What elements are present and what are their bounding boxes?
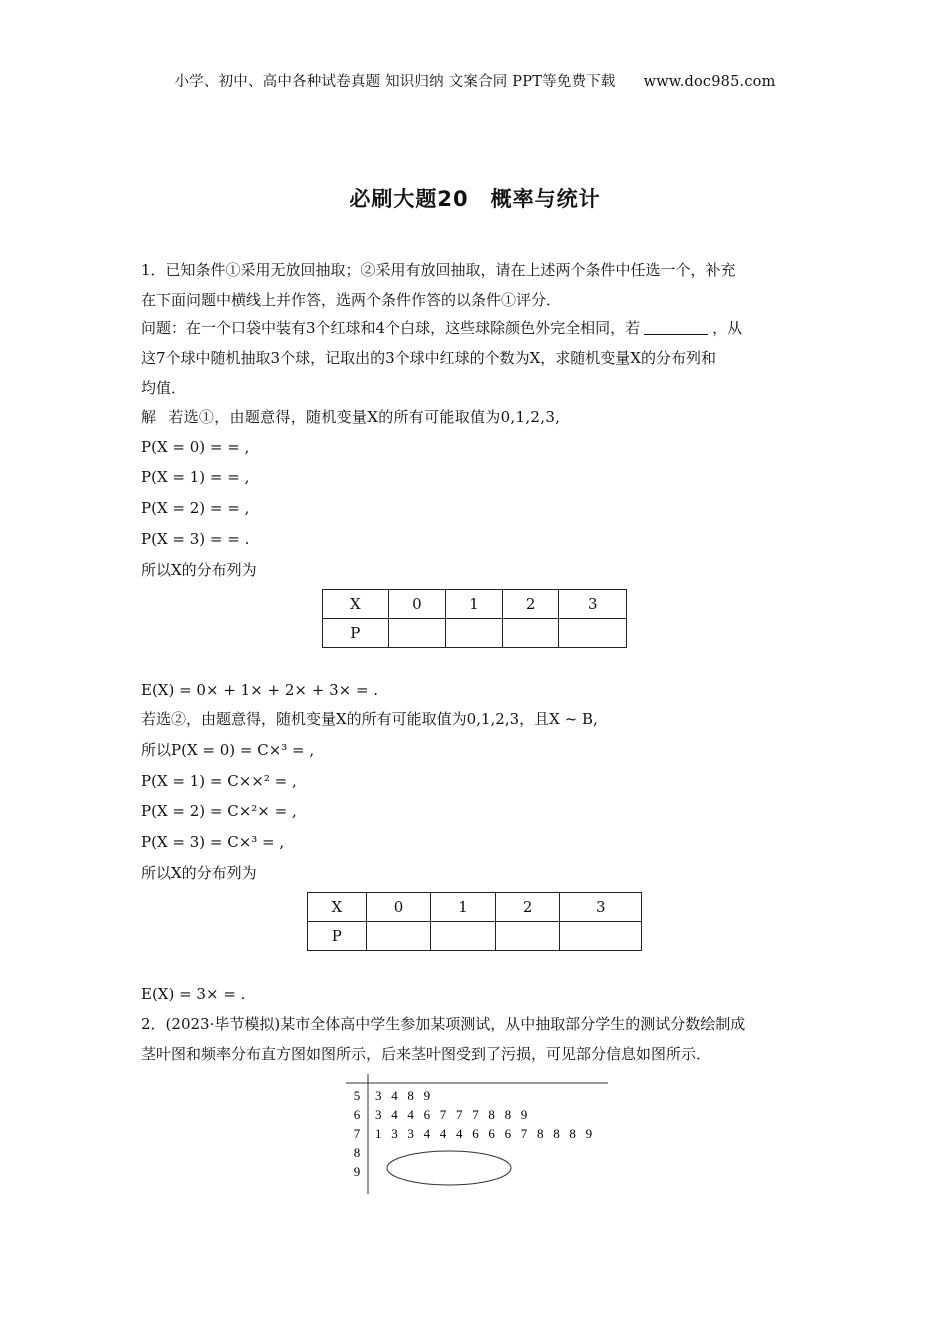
leaf-value: 6: [504, 1126, 512, 1141]
leaves-group: [375, 1088, 592, 1141]
stem-value: 5: [353, 1088, 361, 1103]
leaf-value: 6: [472, 1126, 479, 1141]
table-cell: P: [323, 619, 389, 648]
leaf-value: 4: [439, 1126, 447, 1141]
sol2-expectation: E(X) = 3× = .: [141, 985, 246, 1003]
stem-value: 6: [353, 1107, 361, 1122]
leaf-value: 9: [520, 1107, 528, 1122]
sol2-dist-intro: 所以X的分布列为: [141, 864, 257, 882]
sol1-expectation: E(X) = 0× + 1× + 2× + 3× = .: [141, 681, 379, 699]
table-cell: X: [308, 893, 367, 922]
q1-line1: 1．已知条件①采用无放回抽取；②采用有放回抽取，请在上述两个条件中任选一个，补充: [141, 261, 736, 279]
distribution-table-1: [322, 589, 627, 648]
header-tagline: 小学、初中、高中各种试卷真题 知识归纳 文案合同 PPT等免费下载: [174, 74, 616, 90]
table-cell: [559, 619, 627, 648]
sol1-intro-line: [141, 407, 560, 427]
table-cell: 2: [495, 893, 560, 922]
leaf-value: 4: [391, 1107, 398, 1122]
table-cell: 1: [431, 893, 496, 922]
answer-blank: [644, 320, 708, 335]
stem-value: 9: [353, 1164, 361, 1179]
leaf-value: 4: [423, 1126, 431, 1141]
leaf-value: 6: [488, 1126, 495, 1141]
page-title: [0, 183, 950, 213]
sol1-dist-intro: 所以X的分布列为: [141, 561, 257, 579]
table-cell: [366, 922, 431, 951]
table-row: [323, 590, 627, 619]
q1-line2: 在下面问题中横线上并作答，选两个条件作答的以条件①评分．: [141, 291, 562, 309]
header-url[interactable]: www.doc985.com: [643, 74, 776, 90]
table-cell: [446, 619, 503, 648]
sol2-p2: P(X = 2) = C×²× = ,: [141, 802, 297, 820]
table-cell: 0: [366, 893, 431, 922]
table-cell: 3: [560, 893, 642, 922]
leaf-value: 8: [504, 1107, 512, 1122]
table-cell: [431, 922, 496, 951]
smudge-oval: [387, 1151, 511, 1185]
page-header: [0, 70, 950, 91]
table-cell: 1: [446, 590, 503, 619]
q1-line5: 均值．: [141, 379, 187, 397]
title-right: 概率与统计: [490, 187, 601, 211]
sol2-p1: P(X = 1) = C××² = ,: [141, 772, 297, 790]
leaf-value: 8: [488, 1107, 495, 1122]
leaf-value: 4: [391, 1088, 398, 1103]
leaf-value: 1: [375, 1126, 382, 1141]
sol1-p3: P(X = 3) = = .: [141, 530, 250, 548]
leaf-value: 6: [423, 1107, 431, 1122]
table-cell: [495, 922, 560, 951]
stems-group: [354, 1088, 361, 1179]
sol2-p0: 所以P(X = 0) = C×³ = ,: [141, 741, 315, 759]
sol1-p2: P(X = 2) = = ,: [141, 499, 250, 517]
leaf-value: 7: [472, 1107, 479, 1122]
table-cell: 3: [559, 590, 627, 619]
sol2-p3: P(X = 3) = C×³ = ,: [141, 833, 285, 851]
stem-value: 7: [353, 1126, 361, 1141]
distribution-table-2: [307, 892, 642, 951]
table-cell: [388, 619, 446, 648]
sol1-intro: 若选①，由题意得，随机变量X的所有可能取值为0,1,2,3,: [168, 408, 561, 426]
sol2-intro: 若选②，由题意得，随机变量X的所有可能取值为0,1,2,3，且X ~ B,: [141, 710, 598, 728]
sol1-p1: P(X = 1) = = ,: [141, 468, 250, 486]
leaf-value: 8: [553, 1126, 560, 1141]
solution-label: 解: [141, 408, 157, 426]
leaf-value: 9: [423, 1088, 431, 1103]
q1-line4: 这7个球中随机抽取3个球，记取出的3个球中红球的个数为X，求随机变量X的分布列和: [141, 349, 716, 367]
table-row: [308, 893, 642, 922]
q1-line3: [141, 318, 742, 338]
leaf-value: 3: [375, 1107, 382, 1122]
leaf-value: 7: [439, 1107, 447, 1122]
table-cell: P: [308, 922, 367, 951]
table-row: [323, 619, 627, 648]
leaf-value: 4: [456, 1126, 463, 1141]
leaf-value: 7: [520, 1126, 528, 1141]
q2-line2: 茎叶图和频率分布直方图如图所示，后来茎叶图受到了污损，可见部分信息如图所示．: [141, 1045, 712, 1063]
stem-value: 8: [353, 1145, 361, 1160]
q1-line3a: 问题：在一个口袋中装有3个红球和4个白球，这些球除颜色外完全相同，若: [141, 319, 641, 337]
table-cell: 0: [388, 590, 446, 619]
leaf-value: 3: [391, 1126, 398, 1141]
leaf-value: 8: [569, 1126, 576, 1141]
leaf-value: 3: [375, 1088, 382, 1103]
q1-line3b: ，从: [712, 319, 743, 337]
leaf-value: 7: [456, 1107, 463, 1122]
leaf-value: 4: [407, 1107, 414, 1122]
table-cell: [502, 619, 559, 648]
table-cell: X: [323, 590, 389, 619]
q2-line1: 2．(2023·毕节模拟)某市全体高中学生参加某项测试，从中抽取部分学生的测试分数绘制成: [141, 1015, 746, 1033]
leaf-value: 3: [407, 1126, 414, 1141]
leaf-value: 9: [585, 1126, 593, 1141]
stem-leaf-plot: [340, 1070, 610, 1195]
table-cell: [560, 922, 642, 951]
leaf-value: 8: [537, 1126, 544, 1141]
sol1-p0: P(X = 0) = = ,: [141, 438, 250, 456]
title-left: 必刷大题20: [349, 187, 469, 211]
leaf-value: 8: [407, 1088, 414, 1103]
table-cell: 2: [502, 590, 559, 619]
table-row: [308, 922, 642, 951]
